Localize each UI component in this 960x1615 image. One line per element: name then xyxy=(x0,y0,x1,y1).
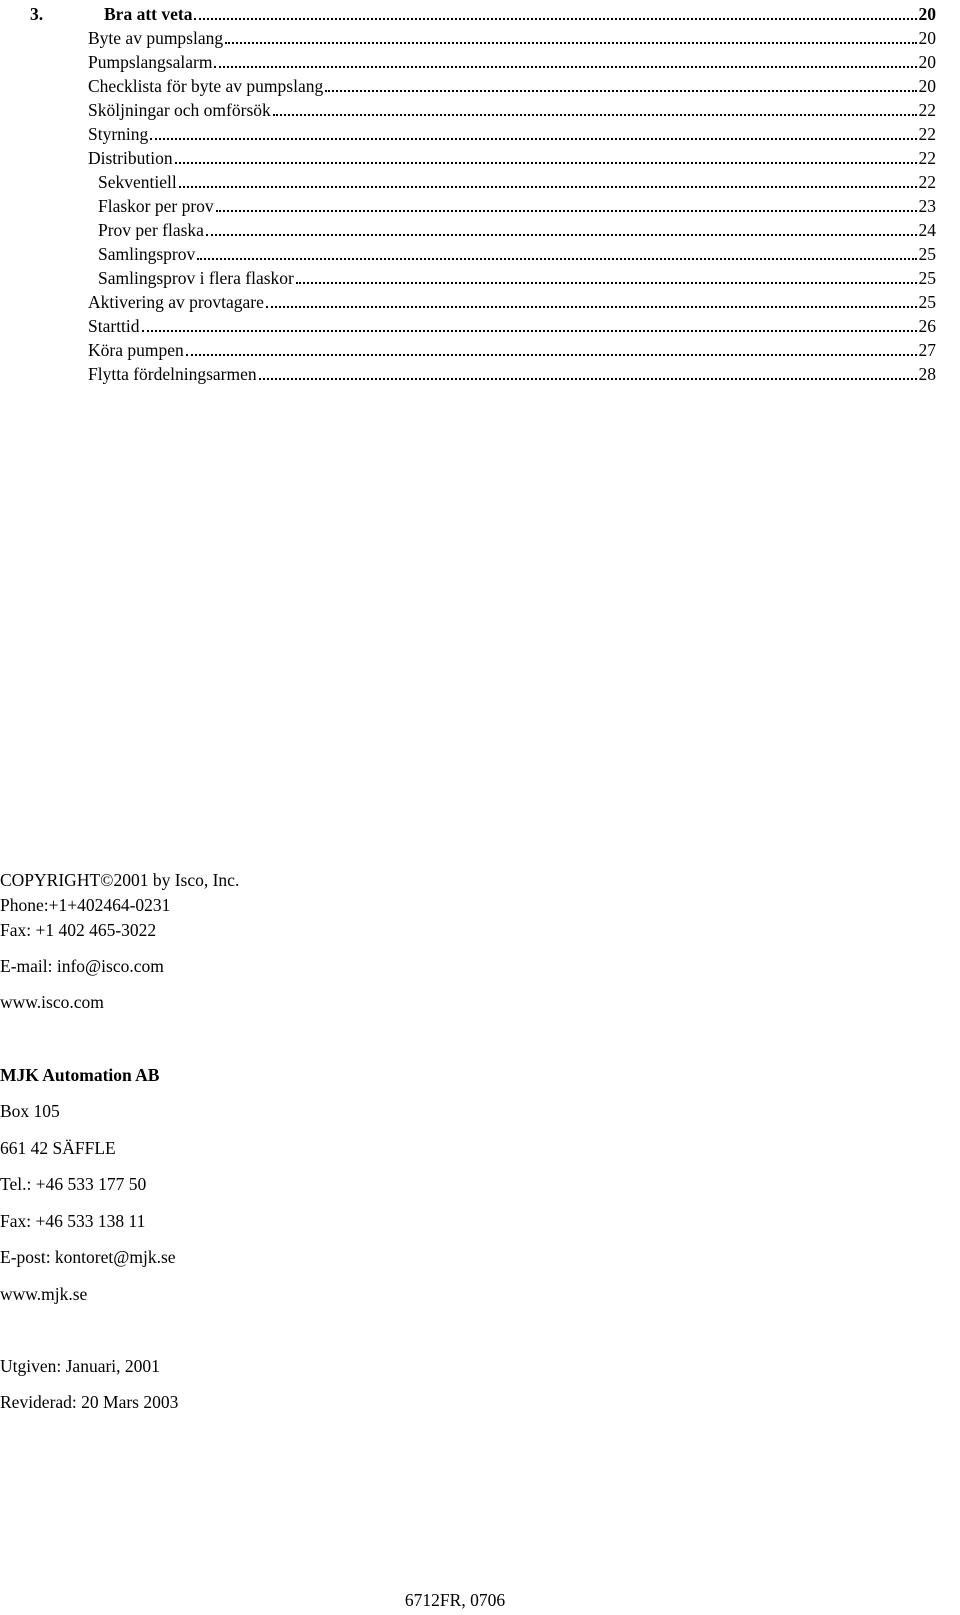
toc-entry-page: 28 xyxy=(918,364,936,384)
toc-leader-dots xyxy=(206,234,917,236)
toc-chapter-title: Bra att veta xyxy=(104,4,193,24)
toc-entry-page: 20 xyxy=(918,28,936,48)
toc-entry[interactable] xyxy=(88,360,936,384)
isco-phone: Phone:+1+402464-0231 xyxy=(0,895,171,915)
toc-entry-title: Sköljningar och omförsök xyxy=(88,100,271,120)
toc-entry-title: Byte av pumpslang xyxy=(88,28,224,48)
toc-entry-page: 22 xyxy=(918,148,936,168)
toc-entry[interactable] xyxy=(98,216,936,240)
mjk-email[interactable]: E-post: kontoret@mjk.se xyxy=(0,1247,176,1267)
toc-entry-title: Sekventiell xyxy=(98,172,177,192)
copyright-notice: COPYRIGHT©2001 by Isco, Inc. xyxy=(0,870,240,890)
toc-entry-page: 25 xyxy=(918,268,936,288)
toc-leader-dots xyxy=(225,42,916,44)
toc-entry-title: Pumpslangsalarm xyxy=(88,52,213,72)
toc-leader-dots xyxy=(273,114,917,116)
toc-leader-dots xyxy=(194,18,916,20)
toc-leader-dots xyxy=(216,210,917,212)
toc-entry-title: Samlingsprov xyxy=(98,244,196,264)
toc-leader-dots xyxy=(259,378,917,380)
toc-entry[interactable] xyxy=(88,288,936,312)
toc-entry[interactable] xyxy=(88,312,936,336)
mjk-postal-address: 661 42 SÄFFLE xyxy=(0,1138,116,1158)
toc-entry[interactable] xyxy=(98,168,936,192)
toc-leader-dots xyxy=(214,66,916,68)
toc-entry[interactable] xyxy=(88,96,936,120)
toc-entry-page: 24 xyxy=(918,220,936,240)
toc-entry[interactable] xyxy=(88,336,936,360)
toc-leader-dots xyxy=(325,90,916,92)
toc-entry-page: 23 xyxy=(918,196,936,216)
toc-entry-title: Flytta fördelningsarmen xyxy=(88,364,257,384)
toc-chapter-number: 3. xyxy=(30,4,44,24)
mjk-phone: Tel.: +46 533 177 50 xyxy=(0,1174,147,1194)
issued-date: Utgiven: Januari, 2001 xyxy=(0,1356,160,1376)
toc-entry[interactable] xyxy=(98,192,936,216)
toc-leader-dots xyxy=(179,186,917,188)
toc-entry[interactable] xyxy=(88,48,936,72)
mjk-company-name: MJK Automation AB xyxy=(0,1065,160,1085)
toc-entry[interactable] xyxy=(88,120,936,144)
toc-entry-page: 22 xyxy=(918,124,936,144)
toc-leader-dots xyxy=(150,138,916,140)
toc-entry-title: Aktivering av provtagare xyxy=(88,292,264,312)
toc-entry-title: Starttid xyxy=(88,316,140,336)
toc-entry-page: 20 xyxy=(918,76,936,96)
toc-leader-dots xyxy=(197,258,916,260)
toc-entry-page: 26 xyxy=(918,316,936,336)
toc-entry[interactable] xyxy=(98,240,936,264)
toc-entry-title: Checklista för byte av pumpslang xyxy=(88,76,324,96)
toc-leader-dots xyxy=(142,330,917,332)
isco-fax: Fax: +1 402 465-3022 xyxy=(0,920,157,940)
toc-entry-title: Köra pumpen xyxy=(88,340,184,360)
toc-entry-page: 25 xyxy=(918,244,936,264)
toc-chapter[interactable] xyxy=(0,0,936,24)
toc-entry[interactable] xyxy=(98,264,936,288)
mjk-po-box: Box 105 xyxy=(0,1101,60,1121)
toc-chapter-page: 20 xyxy=(918,4,936,24)
isco-website[interactable]: www.isco.com xyxy=(0,992,104,1012)
isco-email[interactable]: E-mail: info@isco.com xyxy=(0,956,164,976)
mjk-fax: Fax: +46 533 138 11 xyxy=(0,1211,146,1231)
toc-entry-page: 25 xyxy=(918,292,936,312)
toc-entry[interactable] xyxy=(88,24,936,48)
revised-date: Reviderad: 20 Mars 2003 xyxy=(0,1392,179,1412)
toc-leader-dots xyxy=(186,354,917,356)
toc-entry-title: Samlingsprov i flera flaskor xyxy=(98,268,294,288)
mjk-website[interactable]: www.mjk.se xyxy=(0,1284,88,1304)
document-code: 6712FR, 0706 xyxy=(404,1590,506,1610)
toc-leader-dots xyxy=(296,282,917,284)
toc-entry[interactable] xyxy=(88,72,936,96)
toc-leader-dots xyxy=(266,306,917,308)
toc-entry-page: 27 xyxy=(918,340,936,360)
toc-entry-title: Prov per flaska xyxy=(98,220,204,240)
toc-entry-title: Styrning xyxy=(88,124,149,144)
toc-entry-title: Flaskor per prov xyxy=(98,196,214,216)
toc-leader-dots xyxy=(175,162,917,164)
toc-entry-page: 20 xyxy=(918,52,936,72)
toc-entry[interactable] xyxy=(88,144,936,168)
toc-entry-page: 22 xyxy=(918,100,936,120)
toc-entry-page: 22 xyxy=(918,172,936,192)
toc-entry-title: Distribution xyxy=(88,148,173,168)
